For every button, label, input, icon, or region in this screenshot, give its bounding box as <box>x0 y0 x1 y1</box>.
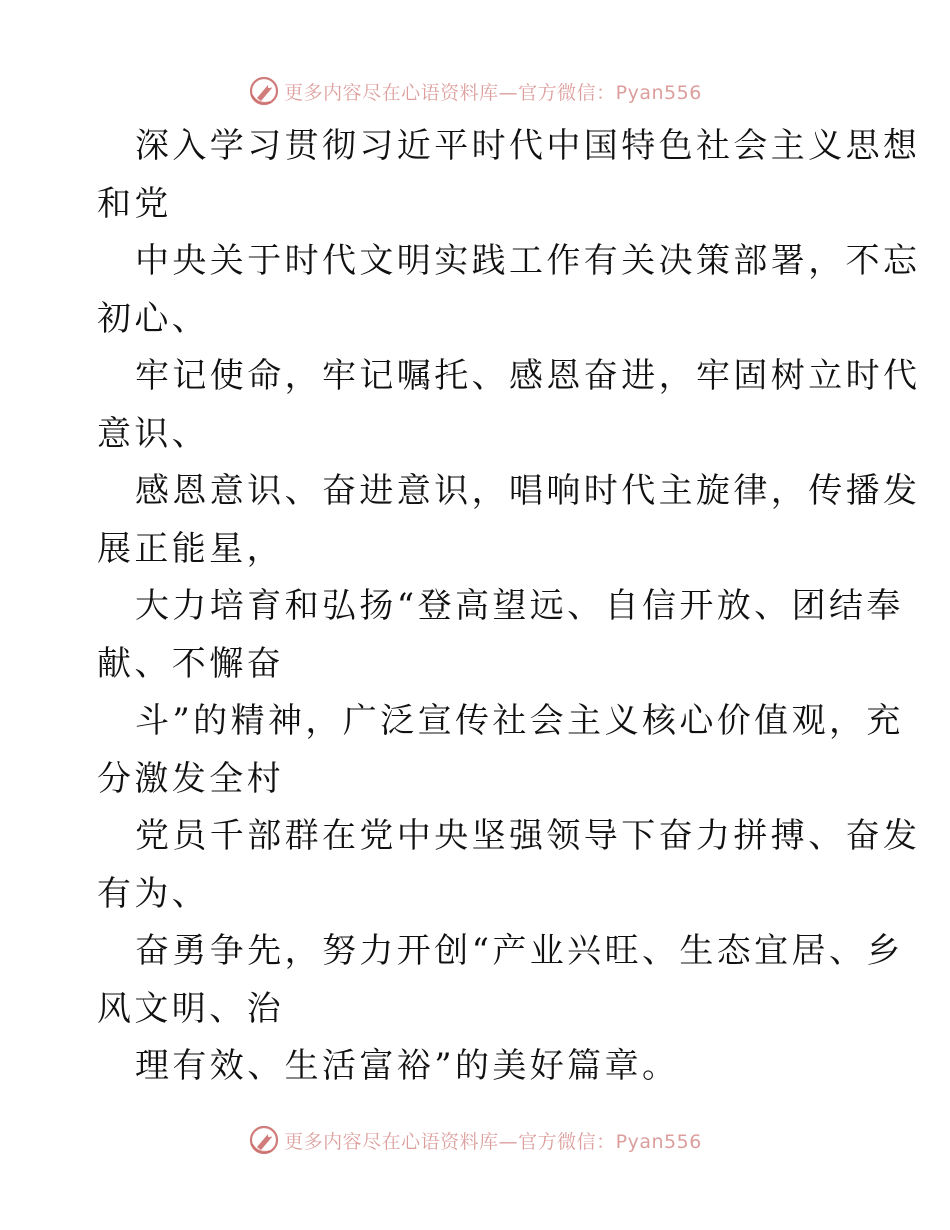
watermark-text: 更多内容尽在心语资料库—官方微信：Pyan556 <box>284 1130 702 1153</box>
header-watermark <box>0 71 950 111</box>
document-body <box>97 118 921 1096</box>
text-line: 风文明、治 <box>97 988 284 1029</box>
text-line: 大力培育和弘扬“登高望远、自信开放、团结奉 <box>135 586 904 626</box>
text-line: 斗”的精神，广泛宣传社会主义核心价值观，充 <box>135 701 904 741</box>
watermark-text: 更多内容尽在心语资料库—官方微信：Pyan556 <box>284 81 702 104</box>
text-line: 奋勇争先，努力开创“产业兴旺、生态宜居、乡 <box>135 931 904 971</box>
text-line: 理有效、生活富裕”的美好篇章。 <box>135 1046 680 1086</box>
text-line: 意识、 <box>97 413 210 454</box>
text-line: 牢记使命，牢记嘱托、感恩奋进，牢固树立时代 <box>135 356 921 396</box>
text-line: 有为、 <box>97 873 210 914</box>
text-line: 献、不懈奋 <box>97 643 284 684</box>
text-line: 和党 <box>97 183 172 224</box>
footer-watermark <box>0 1120 950 1160</box>
text-line: 展正能星， <box>97 528 284 569</box>
pen-nib-circle-icon <box>248 1124 280 1156</box>
text-line: 深入学习贯彻习近平时代中国特色社会主义思想 <box>135 126 921 166</box>
pen-nib-circle-icon <box>248 75 280 107</box>
text-line: 党员千部群在党中央坚强领导下奋力拼搏、奋发 <box>135 816 921 856</box>
text-line: 感恩意识、奋进意识，唱响时代主旋律，传播发 <box>135 471 921 511</box>
text-line: 分激发全村 <box>97 758 284 799</box>
text-line: 中央关于时代文明实践工作有关决策部署，不忘 <box>135 241 921 281</box>
text-line: 初心、 <box>97 298 210 339</box>
